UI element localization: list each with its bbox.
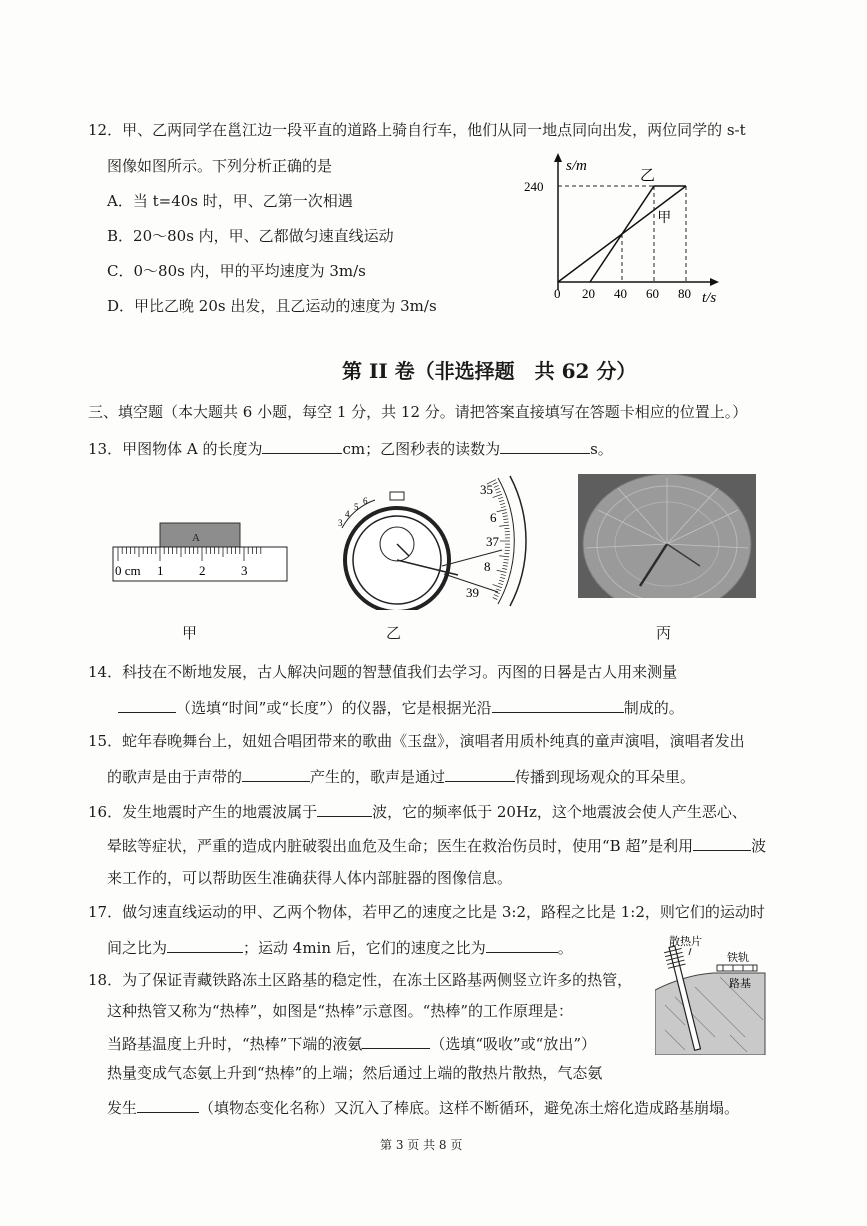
q16-line3: 来工作的，可以帮助医生准确获得人体内部脏器的图像信息。 — [107, 869, 513, 887]
inner-scale-6: 6 — [363, 496, 368, 506]
q12-stem-line1: 12．甲、乙两同学在邕江边一段平直的道路上骑自行车，他们从同一地点同向出发，两位同学的 s-t — [88, 121, 746, 139]
ruler-label-0: 0 cm — [115, 563, 141, 578]
q18-text-3a: 当路基温度上升时，“热棒”下端的液氨 — [107, 1035, 363, 1053]
q17-blank-1[interactable] — [167, 936, 243, 953]
section-subtitle: 三、填空题（本大题共 6 小题，每空 1 分，共 12 分。请把答案直接填写在答题卡相应的位置上。） — [88, 403, 748, 421]
y-axis-label: s/m — [566, 158, 587, 174]
q18-line2: 这种热管又称为“热棒”，如图是“热棒”示意图。“热棒”的工作原理是： — [107, 1002, 574, 1020]
q16-blank-2[interactable] — [693, 834, 751, 851]
q18-blank-2[interactable] — [137, 1096, 199, 1113]
q18-line5 — [107, 1096, 739, 1118]
outer-scale-tick — [499, 525, 509, 526]
q13-text-3: s。 — [590, 440, 613, 458]
q15-line2 — [107, 765, 695, 787]
inner-scale-3: 3 — [338, 518, 343, 528]
q13-text-1: 13．甲图物体 A 的长度为 — [88, 440, 263, 458]
outer-scale-tick — [500, 503, 505, 504]
outer-scale-tick — [500, 577, 505, 578]
caption-jia: 甲 — [182, 624, 198, 642]
q17-text-2c: 。 — [557, 939, 573, 957]
outer-scale-tick — [497, 510, 507, 512]
st-graph — [520, 150, 730, 310]
sundial-photo — [578, 474, 756, 598]
outer-scale-tick — [493, 597, 498, 599]
outer-scale-tick — [498, 497, 503, 499]
outer-scale-tick — [501, 506, 506, 507]
outer-scale-tick — [498, 583, 503, 585]
ruler-label-1: 1 — [157, 563, 164, 578]
q18-line1: 18．为了保证青藏铁路冻土区路基的稳定性，在冻土区路基两侧竖立许多的热管， — [88, 971, 633, 989]
q16-line2 — [107, 834, 766, 856]
y-tick-label-240: 240 — [524, 179, 544, 194]
object-a-label: A — [192, 532, 200, 544]
label-heatsink: 散热片 — [669, 936, 702, 948]
outer-scale-tick — [494, 595, 499, 597]
series-line-1 — [590, 186, 686, 282]
q15-line1: 15．蛇年春晚舞台上，妞妞合唱团带来的歌曲《玉盘》，演唱者用质朴纯真的童声演唱，演唱者发出 — [88, 732, 745, 750]
object-a — [160, 523, 240, 547]
outer-scale-tick — [494, 485, 499, 487]
outer-scale-8: 8 — [484, 559, 491, 574]
q15-blank-1[interactable] — [242, 765, 310, 782]
q15-text-2b: 产生的，歌声是通过 — [310, 768, 446, 786]
outer-scale-39: 39 — [466, 585, 479, 600]
stopwatch-figure — [330, 470, 545, 610]
x-tick-label-0: 0 — [554, 286, 561, 301]
q18-blank-1[interactable] — [362, 1032, 430, 1049]
q13-blank-1[interactable] — [262, 437, 342, 454]
outer-scale-37: 37 — [486, 534, 499, 549]
outer-scale-tick — [496, 589, 501, 591]
outer-scale-tick — [504, 559, 509, 560]
q18-text-3b: （选填“吸收”或“放出”） — [430, 1035, 597, 1053]
q13-line — [88, 437, 613, 459]
outer-scale-tick — [497, 570, 507, 572]
caption-yi: 乙 — [386, 624, 402, 642]
outer-scale-tick — [499, 580, 504, 581]
outer-scale-tick — [493, 584, 502, 587]
outer-scale-tick — [493, 482, 498, 484]
outer-scale-arc — [510, 476, 526, 606]
q16-text-1a: 16．发生地震时产生的地震波属于 — [88, 803, 318, 821]
series-label-jia: 甲 — [657, 211, 672, 226]
outer-scale-tick — [502, 513, 507, 514]
q17-text-2b: ；运动 4min 后，它们的速度之比为 — [243, 939, 486, 957]
page-footer: 第 3 页 共 8 页 — [380, 1138, 463, 1152]
q13-text-2: cm；乙图秒表的读数为 — [342, 440, 501, 458]
outer-scale-tick — [503, 519, 508, 520]
q18-text-5a: 发生 — [107, 1099, 138, 1117]
x-tick-label-40: 40 — [614, 286, 627, 301]
heat-rod-figure — [655, 935, 767, 1055]
outer-scale-tick — [499, 500, 504, 501]
inner-scale-4: 4 — [345, 509, 350, 519]
zoom-line-1 — [442, 550, 502, 566]
y-axis-arrow — [554, 153, 562, 162]
q18-line4: 热量变成气态氨上升到“热棒”的上端；然后通过上端的散热片散热，气态氨 — [107, 1064, 603, 1082]
q14-blank-1[interactable] — [118, 696, 176, 713]
caption-bing: 丙 — [656, 624, 672, 642]
q15-text-2c: 传播到现场观众的耳朵里。 — [515, 768, 696, 786]
q12-option-b: B．20～80s 内，甲、乙都做匀速直线运动 — [107, 227, 394, 245]
q17-text-2a: 间之比为 — [107, 939, 168, 957]
q16-line1 — [88, 800, 747, 822]
q18-line3 — [107, 1032, 596, 1054]
outer-scale-35: 35 — [480, 482, 493, 497]
q14-text-2a: （选填“时间”或“长度”）的仪器，它是根据光沿 — [176, 699, 492, 717]
label-rail: 铁轨 — [727, 952, 749, 964]
q14-text-2b: 制成的。 — [623, 699, 684, 717]
q17-line2 — [107, 936, 573, 958]
q16-text-1b: 波，它的频率低于 20Hz，这个地震波会使人产生恶心、 — [372, 803, 747, 821]
inner-scale-5: 5 — [354, 502, 359, 512]
ruler-figure — [110, 515, 295, 585]
q12-option-d: D．甲比乙晚 20s 出发，且乙运动的速度为 3m/s — [107, 297, 437, 315]
outer-scale-tick — [499, 556, 509, 557]
x-tick-label-80: 80 — [678, 286, 691, 301]
q14-blank-2[interactable] — [492, 696, 624, 713]
q12-stem-line2: 图像如图所示。下列分析正确的是 — [107, 157, 333, 175]
outer-scale-tick — [502, 568, 507, 569]
q16-blank-1[interactable] — [317, 800, 372, 817]
q16-text-2b: 波 — [751, 837, 767, 855]
stopwatch-crown — [390, 492, 404, 500]
ruler-label-3: 3 — [241, 563, 248, 578]
q12-option-a: A．当 t=40s 时，甲、乙第一次相遇 — [107, 192, 353, 210]
q14-line2 — [118, 696, 684, 718]
outer-scale-tick — [501, 574, 506, 575]
q13-blank-2[interactable] — [500, 437, 590, 454]
q18-text-5b: （填物态变化名称）又沉入了棒底。这样不断循环，避免冻土熔化造成路基崩塌。 — [199, 1099, 740, 1117]
x-axis-label: t/s — [702, 290, 717, 306]
outer-scale-6: 6 — [490, 510, 497, 525]
x-axis-arrow — [710, 278, 719, 286]
series-label-yi: 乙 — [640, 168, 656, 184]
outer-scale-tick — [503, 565, 508, 566]
outer-scale-tick — [495, 488, 500, 490]
outer-scale-tick — [503, 562, 508, 563]
q16-text-2a: 晕眩等症状，严重的造成内脏破裂出血危及生命；医生在救治伤员时，使用“B 超”是利用 — [107, 837, 694, 855]
q17-blank-2[interactable] — [486, 936, 558, 953]
ruler-label-2: 2 — [199, 563, 206, 578]
outer-scale-tick — [496, 491, 501, 493]
label-roadbed: 路基 — [729, 978, 751, 990]
section-title: 第 II 卷（非选择题 共 62 分） — [342, 359, 637, 383]
outer-scale-tick — [504, 522, 509, 523]
q15-text-2a: 的歌声是由于声带的 — [107, 768, 243, 786]
x-tick-label-60: 60 — [646, 286, 659, 301]
q17-line1: 17．做匀速直线运动的甲、乙两个物体，若甲乙的速度之比是 3:2，路程之比是 1:2，则它们的运动时 — [88, 903, 765, 921]
x-tick-label-20: 20 — [582, 286, 595, 301]
outer-scale-tick — [503, 516, 508, 517]
outer-scale-tick — [493, 494, 502, 497]
q12-option-c: C．0～80s 内，甲的平均速度为 3m/s — [107, 262, 366, 280]
q14-line1: 14．科技在不断地发展，古人解决问题的智慧值我们去学习。丙图的日晷是古人用来测量 — [88, 663, 678, 681]
q15-blank-2[interactable] — [445, 765, 515, 782]
